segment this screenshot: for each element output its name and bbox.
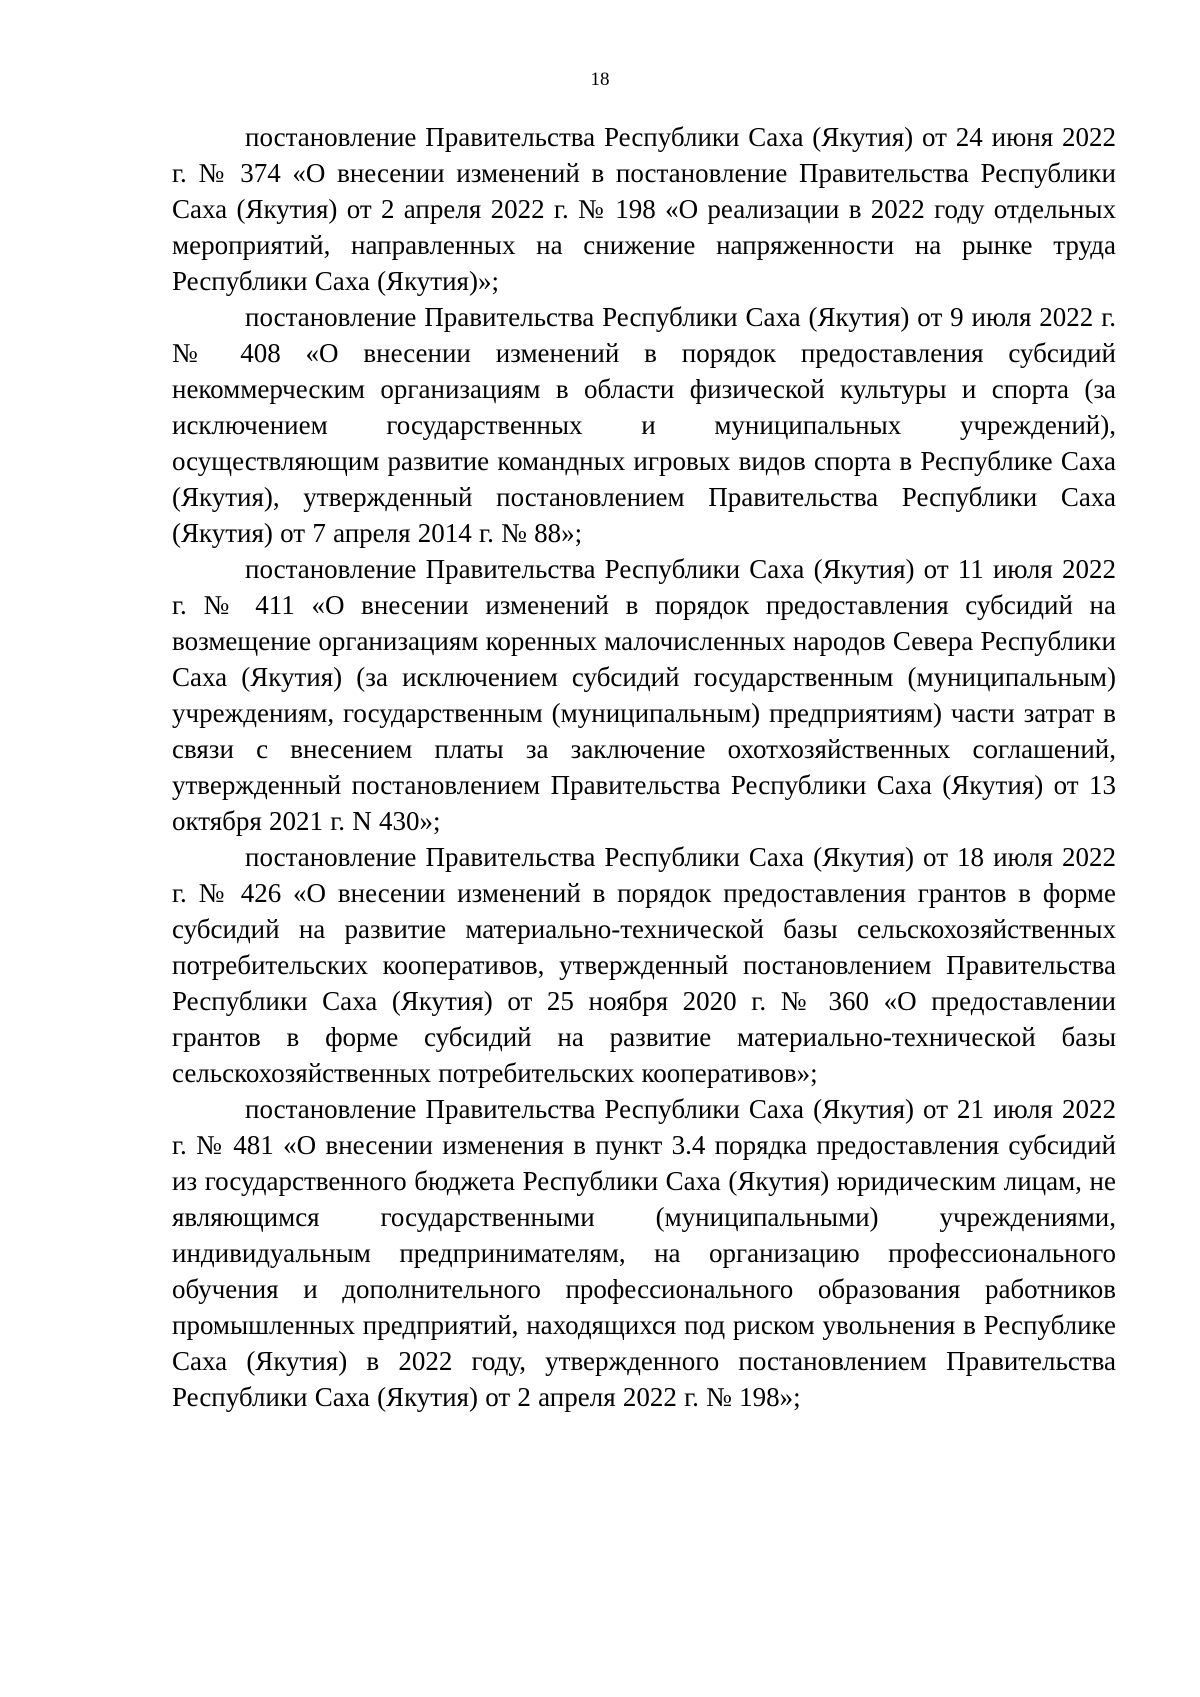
document-body <box>172 119 1116 1415</box>
page-number: 18 <box>590 69 610 90</box>
paragraph-resolution-426: постановление Правительства Республики Саха (Якутия) от 18 июля 2022 г. № 426 «О внесении изменений в порядок предоставления грантов в форме субсидий на развитие материально-технической базы сельскохозяйственных потребительских кооперативов, утвержденный постановлением Правительства Республики Саха (Якутия) от 25 ноября 2020 г. № 360 «О предоставлении грантов в форме субсидий на развитие материально-технической базы сельскохозяйственных потребительских кооперативов»; <box>172 842 1116 1088</box>
paragraph-resolution-411: постановление Правительства Республики Саха (Якутия) от 11 июля 2022 г. № 411 «О внесении изменений в порядок предоставления субсидий на возмещение организациям коренных малочисленных народов Севера Республики Саха (Якутия) (за исключением субсидий государственным (муниципальным) учреждениям, государственным (муниципальным) предприятиям) части затрат в связи с внесением платы за заключение охотхозяйственных соглашений, утвержденный постановлением Правительства Республики Саха (Якутия) от 13 октября 2021 г. N 430»; <box>172 554 1116 836</box>
paragraph-resolution-481: постановление Правительства Республики Саха (Якутия) от 21 июля 2022 г. № 481 «О внесении изменения в пункт 3.4 порядка предоставления субсидий из государственного бюджета Республики Саха (Якутия) юридическим лицам, не являющимся государственными (муниципальными) учреждениями, индивидуальным предпринимателям, на организацию профессионального обучения и дополнительного профессионального образования работников промышленных предприятий, находящихся под риском увольнения в Республике Саха (Якутия) в 2022 году, утвержденного постановлением Правительства Республики Саха (Якутия) от 2 апреля 2022 г. № 198»; <box>172 1094 1116 1412</box>
paragraph-resolution-374: постановление Правительства Республики Саха (Якутия) от 24 июня 2022 г. № 374 «О внесении изменений в постановление Правительства Республики Саха (Якутия) от 2 апреля 2022 г. № 198 «О реализации в 2022 году отдельных мероприятий, направленных на снижение напряженности на рынке труда Республики Саха (Якутия)»; <box>172 122 1116 296</box>
paragraph-resolution-408: постановление Правительства Республики Саха (Якутия) от 9 июля 2022 г. № 408 «О внесении изменений в порядок предоставления субсидий некоммерческим организациям в области физической культуры и спорта (за исключением государственных и муниципальных учреждений), осуществляющим развитие командных игровых видов спорта в Республике Саха (Якутия), утвержденный постановлением Правительства Республики Саха (Якутия) от 7 апреля 2014 г. № 88»; <box>172 302 1116 548</box>
